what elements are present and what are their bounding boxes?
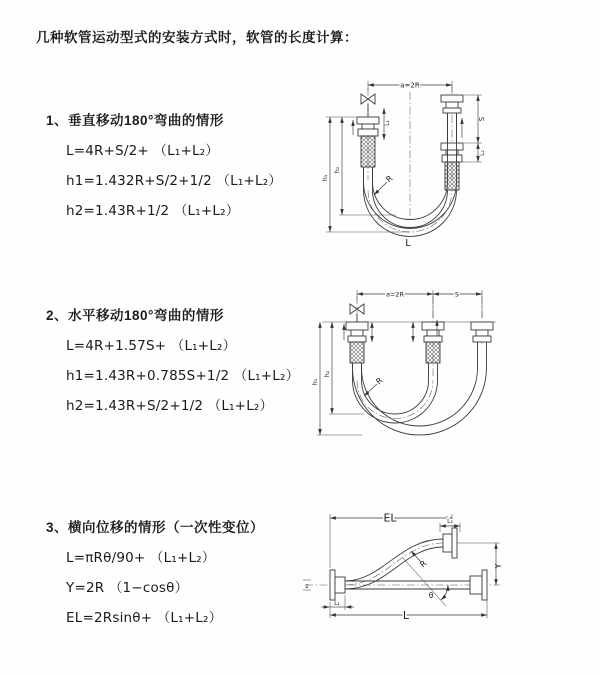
hose-end-fitting-left (346, 322, 368, 363)
axis-mark-label: z (305, 582, 309, 590)
dim-label-h2: h₂ (323, 370, 331, 378)
hose-end-fitting-right (441, 95, 463, 190)
section-1-heading: 1、垂直移动180°弯曲的情形 (46, 113, 224, 128)
centerlines (357, 296, 482, 419)
dim-label-l2: L₂ (479, 150, 486, 156)
hose-end-fitting-left (357, 117, 379, 167)
valve-icon (361, 94, 375, 117)
formula-h2: h2=1.43R+1/2 （L₁+L₂） (66, 203, 240, 219)
formula-h2: h2=1.43R+S/2+1/2 （L₁+L₂） (66, 398, 274, 414)
dim-label-l2: L₂ (447, 518, 453, 525)
radius-callout (411, 551, 429, 569)
diagram-horizontal-180-bend (300, 278, 600, 448)
dim-label-l1: L₁ (334, 600, 340, 607)
dimension-l2 (461, 143, 486, 162)
dim-label-r: R (374, 375, 385, 387)
dim-label-h1: h₁ (311, 378, 319, 386)
section-vertical-movement (46, 109, 316, 219)
dimension-s (464, 95, 486, 143)
dimension-a-2r (368, 81, 452, 92)
hose-end-fitting-middle (422, 322, 444, 363)
formula-EL: EL=2Rsinθ+ （L₁+L₂） (66, 610, 223, 626)
formula-h1: h1=1.432R+S/2+1/2 （L₁+L₂） (66, 173, 283, 189)
fitting-length-dims (372, 322, 413, 342)
formula-L: L=4R+1.57S+ （L₁+L₂） (66, 338, 237, 354)
dim-label-theta: θ (428, 591, 434, 600)
dim-label-y: Y (494, 563, 503, 569)
formula-h1: h1=1.43R+0.785S+1/2 （L₁+L₂） (66, 368, 300, 384)
dim-label-h1: h₁ (321, 174, 329, 182)
section-3-heading: 3、横向位移的情形（一次性变位） (46, 520, 265, 535)
diagram-vertical-180-bend (300, 68, 600, 258)
centerlines (368, 86, 452, 232)
dimension-l1 (384, 108, 391, 140)
dim-label-el: EL (383, 511, 397, 525)
page-title: 几种软管运动型式的安装方式时，软管的长度计算： (36, 30, 358, 45)
flange-left (330, 570, 345, 600)
dim-label-l: L (405, 238, 411, 249)
dim-label-l: L (402, 609, 410, 622)
dim-label-l1: L₁ (384, 120, 391, 126)
dim-label-a2r: a=2R (400, 81, 420, 90)
dimension-y (494, 543, 503, 585)
dim-label-s: S (478, 116, 486, 122)
hose-end-fitting-right (471, 322, 493, 342)
dimension-l1 (321, 595, 354, 610)
dim-label-s: S (454, 290, 460, 299)
section-2-heading: 2、水平移动180°弯曲的情形 (46, 308, 224, 323)
formula-L: L=πRθ/90+ （L₁+L₂） (66, 550, 216, 566)
dim-label-h2: h₂ (333, 166, 341, 174)
radius-callout (364, 376, 385, 396)
dimension-s (433, 290, 482, 318)
dim-label-a2r: a=2R (385, 290, 405, 299)
section-horizontal-movement (46, 304, 316, 414)
dim-label-r: R (384, 173, 395, 185)
dim-label-r: R (418, 558, 429, 570)
dimension-a-2r (357, 290, 433, 318)
formula-Y: Y=2R （1−cosθ） (66, 580, 189, 596)
radius-callout (374, 174, 395, 195)
dimension-l (330, 600, 487, 622)
formula-L: L=4R+S/2+ （L₁+L₂） (66, 143, 220, 159)
diagram-lateral-displacement (300, 498, 600, 663)
section-lateral-displacement (46, 516, 316, 626)
